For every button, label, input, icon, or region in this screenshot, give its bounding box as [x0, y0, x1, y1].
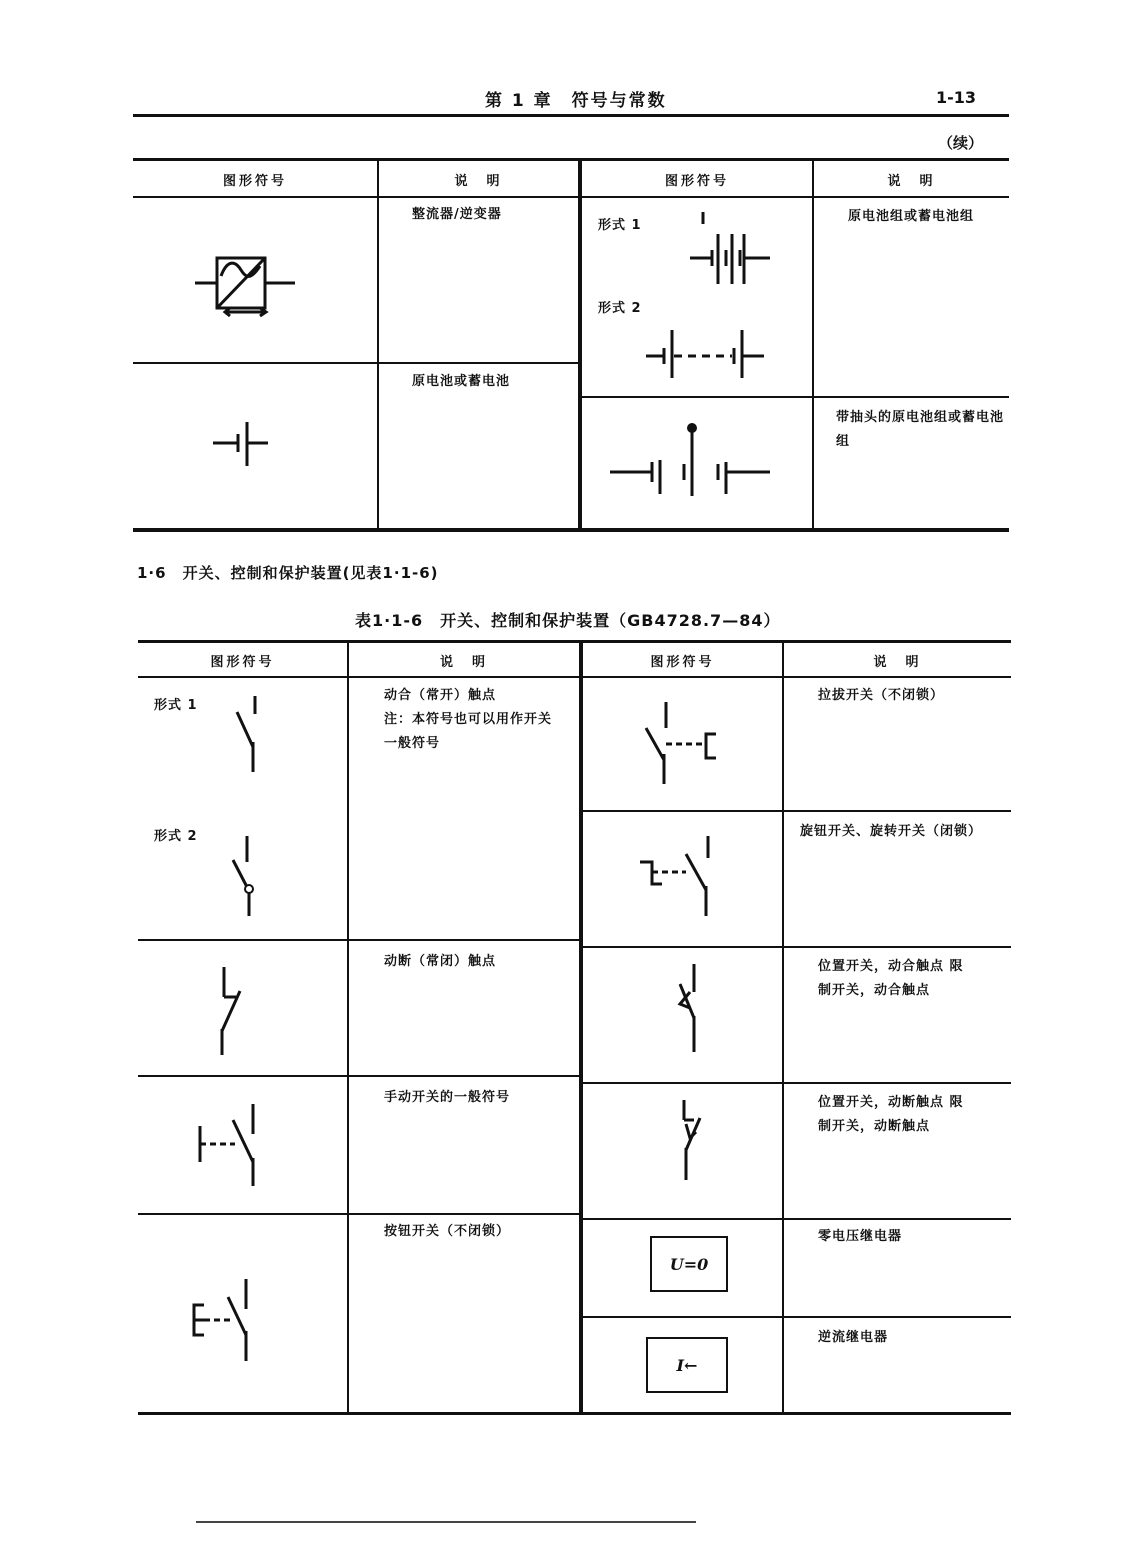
reverse-current-relay-icon [646, 1337, 728, 1393]
push-button-switch-icon [190, 1275, 270, 1365]
form-label: 形式 1 [154, 698, 198, 713]
description-cell: 原电池组或蓄电池组 [848, 209, 975, 224]
form-label: 形式 2 [598, 301, 642, 316]
note-text: 注：本符号也可以用作开关一般符号 [384, 712, 553, 751]
zero-voltage-relay-icon [650, 1236, 728, 1292]
section-heading: 1·6 开关、控制和保护装置(见表1·1-6) [137, 564, 439, 582]
position-switch-break-icon [664, 1096, 714, 1186]
page-number: 1-13 [936, 88, 977, 107]
description-cell: 逆流继电器 [818, 1330, 889, 1345]
footer-rule [196, 1521, 696, 1523]
table-header-cell: 图形符号 [664, 174, 729, 189]
description-cell: 原电池或蓄电池 [412, 374, 511, 389]
table-header-cell: 图形符号 [222, 174, 287, 189]
position-switch-make-icon [668, 960, 718, 1060]
description-cell: 动断（常闭）触点 [384, 954, 497, 969]
table-header-cell: 图形符号 [210, 655, 275, 670]
form-label: 形式 2 [154, 829, 198, 844]
make-contact-icon [225, 692, 275, 782]
table-caption: 表1·1-6 开关、控制和保护装置（GB4728.7—84） [355, 611, 781, 630]
table-header-cell: 说 明 [887, 174, 936, 189]
battery-group-form2-icon [644, 326, 774, 386]
description-cell: 位置开关，动合触点 限制开关，动合触点 [818, 959, 964, 998]
table-header-cell: 说 明 [873, 655, 922, 670]
description-cell: 整流器/逆变器 [412, 207, 502, 222]
description-cell: 动合（常开）触点 [384, 688, 497, 703]
description-cell: 拉拔开关（不闭锁） [818, 688, 945, 703]
description-cell: 位置开关，动断触点 限制开关，动断触点 [818, 1095, 964, 1134]
description-cell: 带抽头的原电池组或蓄电池组 [836, 410, 1005, 449]
description-cell: 按钮开关（不闭锁） [384, 1224, 511, 1239]
header-rule [133, 114, 1009, 117]
description-cell: 零电压继电器 [818, 1229, 903, 1244]
battery-group-icon [686, 210, 776, 290]
continued-label: （续） [938, 134, 984, 152]
table-header-cell: 说 明 [439, 655, 488, 670]
manual-switch-icon [195, 1100, 275, 1190]
table-header-cell: 说 明 [454, 174, 503, 189]
make-contact-form2-icon [225, 832, 275, 922]
tapped-battery-icon [606, 420, 776, 500]
pull-switch-icon [636, 698, 726, 790]
relay-box-text: I← [676, 1355, 698, 1375]
rotary-switch-icon [636, 832, 726, 922]
relay-box-text: U=0 [669, 1254, 709, 1274]
description-cell: 手动开关的一般符号 [384, 1090, 511, 1105]
break-contact-icon [200, 963, 260, 1063]
cell-battery-icon [210, 420, 280, 480]
description-cell: 旋钮开关、旋转开关（闭锁） [800, 824, 983, 839]
form-label: 形式 1 [598, 218, 642, 233]
chapter-title: 第 1 章 符号与常数 [485, 91, 667, 111]
rectifier-inverter-icon [190, 252, 300, 322]
table-header-cell: 图形符号 [650, 655, 715, 670]
